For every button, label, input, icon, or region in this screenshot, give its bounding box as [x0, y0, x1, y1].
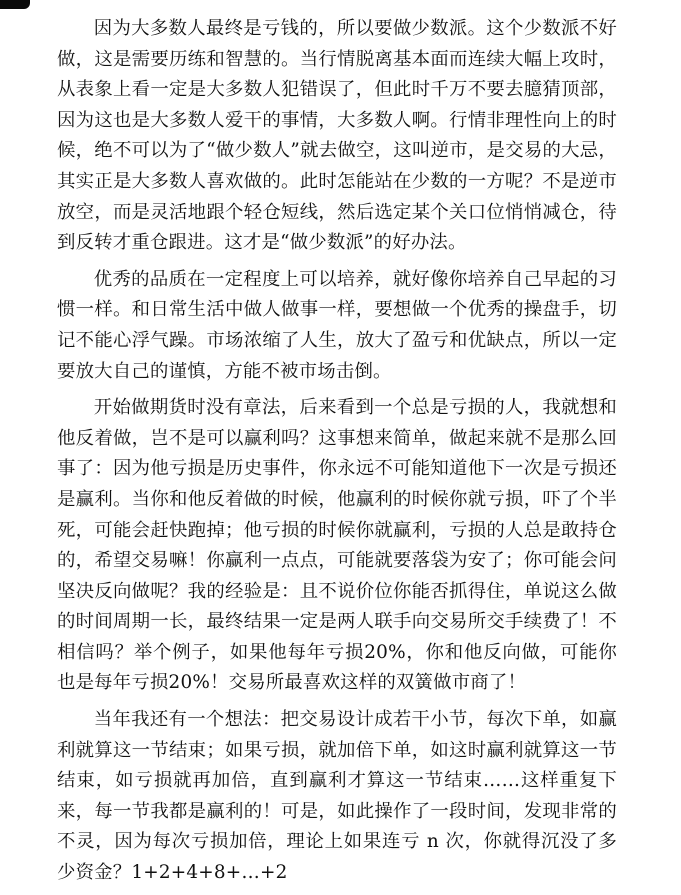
- paragraph-1: 因为大多数人最终是亏钱的，所以要做少数派。这个少数派不好做，这是需要历练和智慧的。当行情脱离基本面而连续大幅上攻时，从表象上看一定是大多数人犯错误了，但此时千万不要去臆猜顶部，因为这也是大多数人爱干的事情，大多数人啊。行情非理性向上的时候，绝不可以为了“做少数人”就去做空，这叫逆市，是交易的大忌，其实正是大多数人喜欢做的。此时怎能站在少数的一方呢？不是逆市放空，而是灵活地跟个轻仓短线，然后选定某个关口位悄悄减仓，待到反转才重仓跟进。这才是“做少数派”的好办法。: [57, 18, 617, 254]
- page-corner-mark: [0, 0, 30, 9]
- paragraph-2: 优秀的品质在一定程度上可以培养，就好像你培养自己早起的习惯一样。和日常生活中做人做事一样，要想做一个优秀的操盘手，切记不能心浮气躁。市场浓缩了人生，放大了盈亏和优缺点，所以一定要放大自己的谨慎，方能不被市场击倒。: [57, 268, 617, 382]
- paragraph-4: 当年我还有一个想法：把交易设计成若干小节，每次下单，如赢利就算这一节结束；如果亏损，就加倍下单，如这时赢利就算这一节结束，如亏损就再加倍，直到赢利才算这一节结束……这样重复下来，每一节我都是赢利的！可是，如此操作了一段时间，发现非常的不灵，因为每次亏损加倍，理论上如果连亏 n 次，你就得沉没了多少资金？1+2+4+8+…+2: [57, 709, 617, 884]
- paragraph-3: 开始做期货时没有章法，后来看到一个总是亏损的人，我就想和他反着做，岂不是可以赢利吗？这事想来简单，做起来就不是那么回事了：因为他亏损是历史事件，你永远不可能知道他下一次是亏损还是赢利。当你和他反着做的时候，他赢利的时候你就亏损，吓了个半死，可能会赶快跑掉；他亏损的时候你就赢利，亏损的人总是敢持仓的，希望交易嘛！你赢利一点点，可能就要落袋为安了；你可能会问坚决反向做呢？我的经验是：且不说价位你能否抓得住，单说这么做的时间周期一长，最终结果一定是两人联手向交易所交手续费了！不相信吗？举个例子，如果他每年亏损20%，你和他反向做，可能你也是每年亏损20%！交易所最喜欢这样的双簧做市商了！: [57, 397, 617, 694]
- book-page-text: [57, 14, 617, 895]
